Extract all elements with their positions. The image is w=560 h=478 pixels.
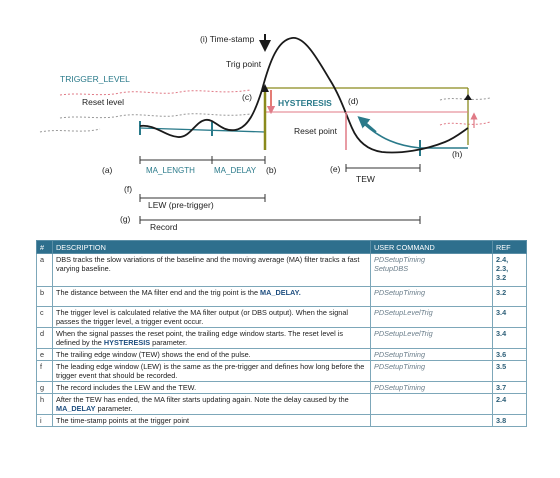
- ma-delay-label: MA_DELAY: [214, 166, 257, 175]
- ref-value: 3.2: [496, 273, 507, 282]
- label-e: (e): [330, 164, 341, 174]
- tew-label: TEW: [356, 174, 375, 184]
- table-body: [37, 254, 527, 427]
- row-ref: [493, 415, 527, 427]
- ref-value: 3.7: [496, 383, 507, 392]
- label-d: (d): [348, 96, 359, 106]
- parameter-keyword: MA_DELAY.: [260, 288, 301, 297]
- description-text: parameter.: [150, 338, 188, 347]
- ref-value: 3.5: [496, 362, 507, 371]
- trig-point-label: Trig point: [226, 59, 262, 69]
- right-end-olive-arrow: [464, 94, 472, 100]
- row-ref: [493, 328, 527, 349]
- row-ref: [493, 361, 527, 382]
- row-user-command: [371, 254, 493, 287]
- table-row: [37, 254, 527, 287]
- lew-label: LEW (pre-trigger): [148, 200, 214, 210]
- description-text: After the TEW has ended, the MA filter starts updating again. Note the delay caused by the: [56, 395, 349, 404]
- ma-filter-after-tew-line: [360, 120, 468, 148]
- description-text: When the signal passes the reset point, the trailing edge window starts. The reset level is defined by the: [56, 329, 344, 347]
- row-id: g: [37, 382, 53, 394]
- description-text: The leading edge window (LEW) is the same as the pre-trigger and defines how long before the trigger event that should be recorded.: [56, 362, 365, 380]
- ref-value: 3.4: [496, 308, 507, 317]
- table-row: [37, 328, 527, 349]
- row-user-command: [371, 307, 493, 328]
- row-ref: [493, 307, 527, 328]
- user-command: PDSetupTiming: [374, 383, 426, 392]
- description-text: DBS tracks the slow variations of the baseline and the moving average (MA) filter tracks a fast varying baseline.: [56, 255, 360, 273]
- table-header-row: [37, 241, 527, 254]
- ref-value: 3.2: [496, 288, 507, 297]
- reset-teal-curve-arrow: [362, 120, 376, 132]
- header-ref: REF: [493, 241, 527, 254]
- table-row: [37, 287, 527, 307]
- description-text: The distance between the MA filter end and the trig point is the: [56, 288, 261, 297]
- table-row: [37, 361, 527, 382]
- parameter-keyword: HYSTERESIS: [103, 338, 151, 347]
- user-command: PDSetupTiming: [374, 350, 426, 359]
- row-description: [53, 415, 371, 427]
- description-text: The time-stamp points at the trigger point: [56, 416, 190, 425]
- description-table-container: [36, 240, 526, 427]
- table-row: [37, 394, 527, 415]
- ref-value: 2.4,: [496, 255, 509, 264]
- row-user-command: [371, 382, 493, 394]
- row-id: b: [37, 287, 53, 307]
- row-ref: [493, 287, 527, 307]
- row-description: [53, 328, 371, 349]
- row-id: c: [37, 307, 53, 328]
- reset-level-dotted-trace: [60, 114, 250, 118]
- timestamp-label: (i) Time-stamp: [200, 34, 255, 44]
- description-text: The record includes the LEW and the TEW.: [56, 383, 197, 392]
- reset-level-label: Reset level: [82, 97, 125, 107]
- row-description: [53, 349, 371, 361]
- baseline-dotted-trace: [40, 129, 100, 132]
- row-id: e: [37, 349, 53, 361]
- ref-value: 2.3,: [496, 264, 509, 273]
- label-h: (h): [452, 149, 463, 159]
- row-id: f: [37, 361, 53, 382]
- user-command: PDSetupLevelTrig: [374, 308, 433, 317]
- right-dotted-trace-lower: [440, 122, 490, 125]
- header-description: DESCRIPTION: [53, 241, 371, 254]
- ref-value: 3.8: [496, 416, 507, 425]
- row-description: [53, 394, 371, 415]
- label-c: (c): [242, 92, 252, 102]
- label-f: (f): [124, 184, 133, 194]
- row-user-command: [371, 394, 493, 415]
- record-label: Record: [150, 222, 178, 232]
- user-command: SetupDBS: [374, 264, 409, 273]
- ref-value: 3.6: [496, 350, 507, 359]
- hysteresis-label: HYSTERESIS: [278, 98, 332, 108]
- table-row: [37, 349, 527, 361]
- row-id: i: [37, 415, 53, 427]
- table-row: [37, 415, 527, 427]
- description-text: parameter.: [95, 404, 133, 413]
- label-a: (a): [102, 165, 113, 175]
- row-ref: [493, 382, 527, 394]
- label-g: (g): [120, 214, 131, 224]
- user-command: PDSetupLevelTrig: [374, 329, 433, 338]
- table-row: [37, 382, 527, 394]
- row-description: [53, 382, 371, 394]
- trigger-level-label: TRIGGER_LEVEL: [60, 74, 130, 84]
- user-command: PDSetupTiming: [374, 362, 426, 371]
- row-id: d: [37, 328, 53, 349]
- row-ref: [493, 394, 527, 415]
- row-user-command: [371, 287, 493, 307]
- row-id: a: [37, 254, 53, 287]
- user-command: PDSetupTiming: [374, 255, 426, 264]
- trigger-level-dotted-trace: [60, 90, 250, 95]
- row-description: [53, 361, 371, 382]
- description-text: The trigger level is calculated relative the MA filter output (or DBS output). When the signal passes the trigger level, a trigger event occur.: [56, 308, 349, 326]
- ref-value: 3.4: [496, 329, 507, 338]
- row-description: [53, 254, 371, 287]
- row-ref: [493, 254, 527, 287]
- parameter-keyword: MA_DELAY: [56, 404, 96, 413]
- row-user-command: [371, 415, 493, 427]
- reset-point-label: Reset point: [294, 126, 337, 136]
- header-user-command: USER COMMAND: [371, 241, 493, 254]
- label-b: (b): [266, 165, 277, 175]
- row-user-command: [371, 328, 493, 349]
- description-table: [36, 240, 527, 427]
- row-id: h: [37, 394, 53, 415]
- row-ref: [493, 349, 527, 361]
- ref-value: 2.4: [496, 395, 507, 404]
- description-text: The trailing edge window (TEW) shows the end of the pulse.: [56, 350, 251, 359]
- row-user-command: [371, 349, 493, 361]
- user-command: PDSetupTiming: [374, 288, 426, 297]
- ma-length-label: MA_LENGTH: [146, 166, 195, 175]
- row-description: [53, 307, 371, 328]
- row-user-command: [371, 361, 493, 382]
- row-description: [53, 287, 371, 307]
- header-id: #: [37, 241, 53, 254]
- table-row: [37, 307, 527, 328]
